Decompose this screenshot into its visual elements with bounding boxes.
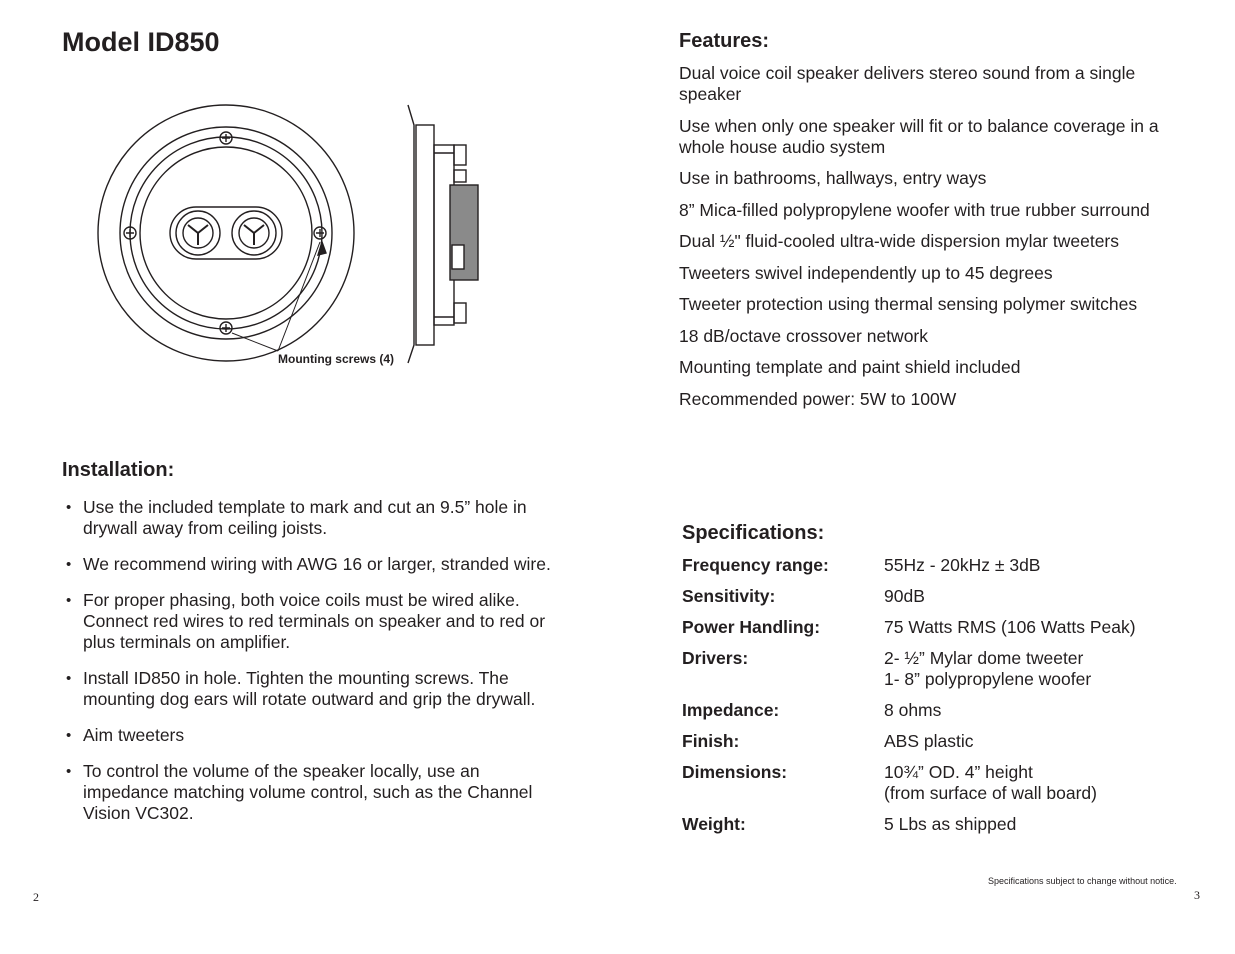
spec-value: 5 Lbs as shipped bbox=[884, 814, 1017, 834]
speaker-diagram bbox=[90, 95, 490, 370]
spec-label: Impedance: bbox=[682, 700, 780, 720]
specifications-table bbox=[682, 555, 1202, 845]
installation-list bbox=[66, 497, 566, 839]
spec-value: ABS plastic bbox=[884, 731, 974, 751]
spec-value: 8 ohms bbox=[884, 700, 942, 720]
features-heading: Features: bbox=[679, 30, 770, 52]
table-row bbox=[682, 586, 1202, 617]
table-row bbox=[682, 814, 1202, 845]
specifications-heading: Specifications: bbox=[682, 522, 825, 544]
table-row bbox=[682, 555, 1202, 586]
list-item: Use in bathrooms, hallways, entry ways bbox=[679, 168, 987, 188]
list-item: • We recommend wiring with AWG 16 or larger, stranded wire. bbox=[66, 554, 551, 574]
list-item: Tweeters swivel independently up to 45 degrees bbox=[679, 262, 1053, 283]
list-item: • To control the volume of the speaker locally, use an impedance matching volume control, such as the Channel Vision VC302. bbox=[66, 761, 533, 823]
mounting-screw-right bbox=[314, 227, 326, 239]
table-row bbox=[682, 617, 1202, 648]
bullet-icon: • bbox=[66, 727, 72, 744]
page-number-right: 3 bbox=[1194, 888, 1200, 902]
table-row bbox=[682, 731, 1202, 762]
list-item: Tweeter protection using thermal sensing polymer switches bbox=[679, 294, 1138, 314]
list-item: 8” Mica-filled polypropylene woofer with true rubber surround bbox=[679, 199, 1150, 220]
spec-label: Sensitivity: bbox=[682, 586, 776, 606]
bullet-icon: • bbox=[66, 763, 72, 780]
list-item: • For proper phasing, both voice coils must be wired alike. Connect red wires to red terminals on speaker and to red or plus terminals on amplifier. bbox=[66, 590, 546, 652]
bullet-icon: • bbox=[66, 592, 72, 609]
installation-heading: Installation: bbox=[62, 459, 175, 481]
list-item: • Aim tweeters bbox=[66, 725, 185, 745]
features-list bbox=[679, 63, 1189, 420]
mounting-screw-top bbox=[220, 132, 232, 144]
mounting-screw-bottom bbox=[220, 322, 232, 334]
list-item: Recommended power: 5W to 100W bbox=[679, 388, 957, 409]
specifications-footnote: Specifications subject to change without notice. bbox=[988, 876, 1177, 886]
table-row bbox=[682, 648, 1202, 700]
list-item: Dual voice coil speaker delivers stereo sound from a single speaker bbox=[679, 63, 1136, 104]
spec-value: 10¾” OD. 4” height (from surface of wall board) bbox=[884, 762, 1097, 803]
mounting-screws-callout: Mounting screws (4) bbox=[278, 352, 395, 366]
spec-label: Power Handling: bbox=[682, 617, 821, 637]
table-row bbox=[682, 762, 1202, 814]
spec-label: Weight: bbox=[682, 814, 746, 834]
spec-label: Drivers: bbox=[682, 648, 749, 668]
spec-label: Finish: bbox=[682, 731, 740, 751]
spec-value: 2- ½” Mylar dome tweeter 1- 8” polypropylene woofer bbox=[884, 648, 1092, 689]
bullet-icon: • bbox=[66, 556, 72, 573]
list-item: • Install ID850 in hole. Tighten the mounting screws. The mounting dog ears will rotate outward and grip the drywall. bbox=[66, 668, 536, 709]
list-item: • Use the included template to mark and cut an 9.5” hole in drywall away from ceiling joists. bbox=[66, 497, 527, 538]
table-row bbox=[682, 700, 1202, 731]
bullet-icon: • bbox=[66, 670, 72, 687]
spec-value: 75 Watts RMS (106 Watts Peak) bbox=[884, 617, 1136, 637]
list-item: 18 dB/octave crossover network bbox=[679, 325, 929, 346]
list-item: Dual ½" fluid-cooled ultra-wide dispersion mylar tweeters bbox=[679, 231, 1120, 251]
spec-value: 90dB bbox=[884, 586, 925, 606]
page-number-left: 2 bbox=[33, 890, 39, 904]
spec-label: Dimensions: bbox=[682, 762, 788, 782]
spec-label: Frequency range: bbox=[682, 555, 829, 575]
list-item: Use when only one speaker will fit or to balance coverage in a whole house audio system bbox=[679, 115, 1159, 157]
list-item: Mounting template and paint shield included bbox=[679, 357, 1021, 377]
spec-value: 55Hz - 20kHz ± 3dB bbox=[884, 555, 1041, 575]
bullet-icon: • bbox=[66, 499, 72, 516]
page-title: Model ID850 bbox=[62, 27, 220, 57]
